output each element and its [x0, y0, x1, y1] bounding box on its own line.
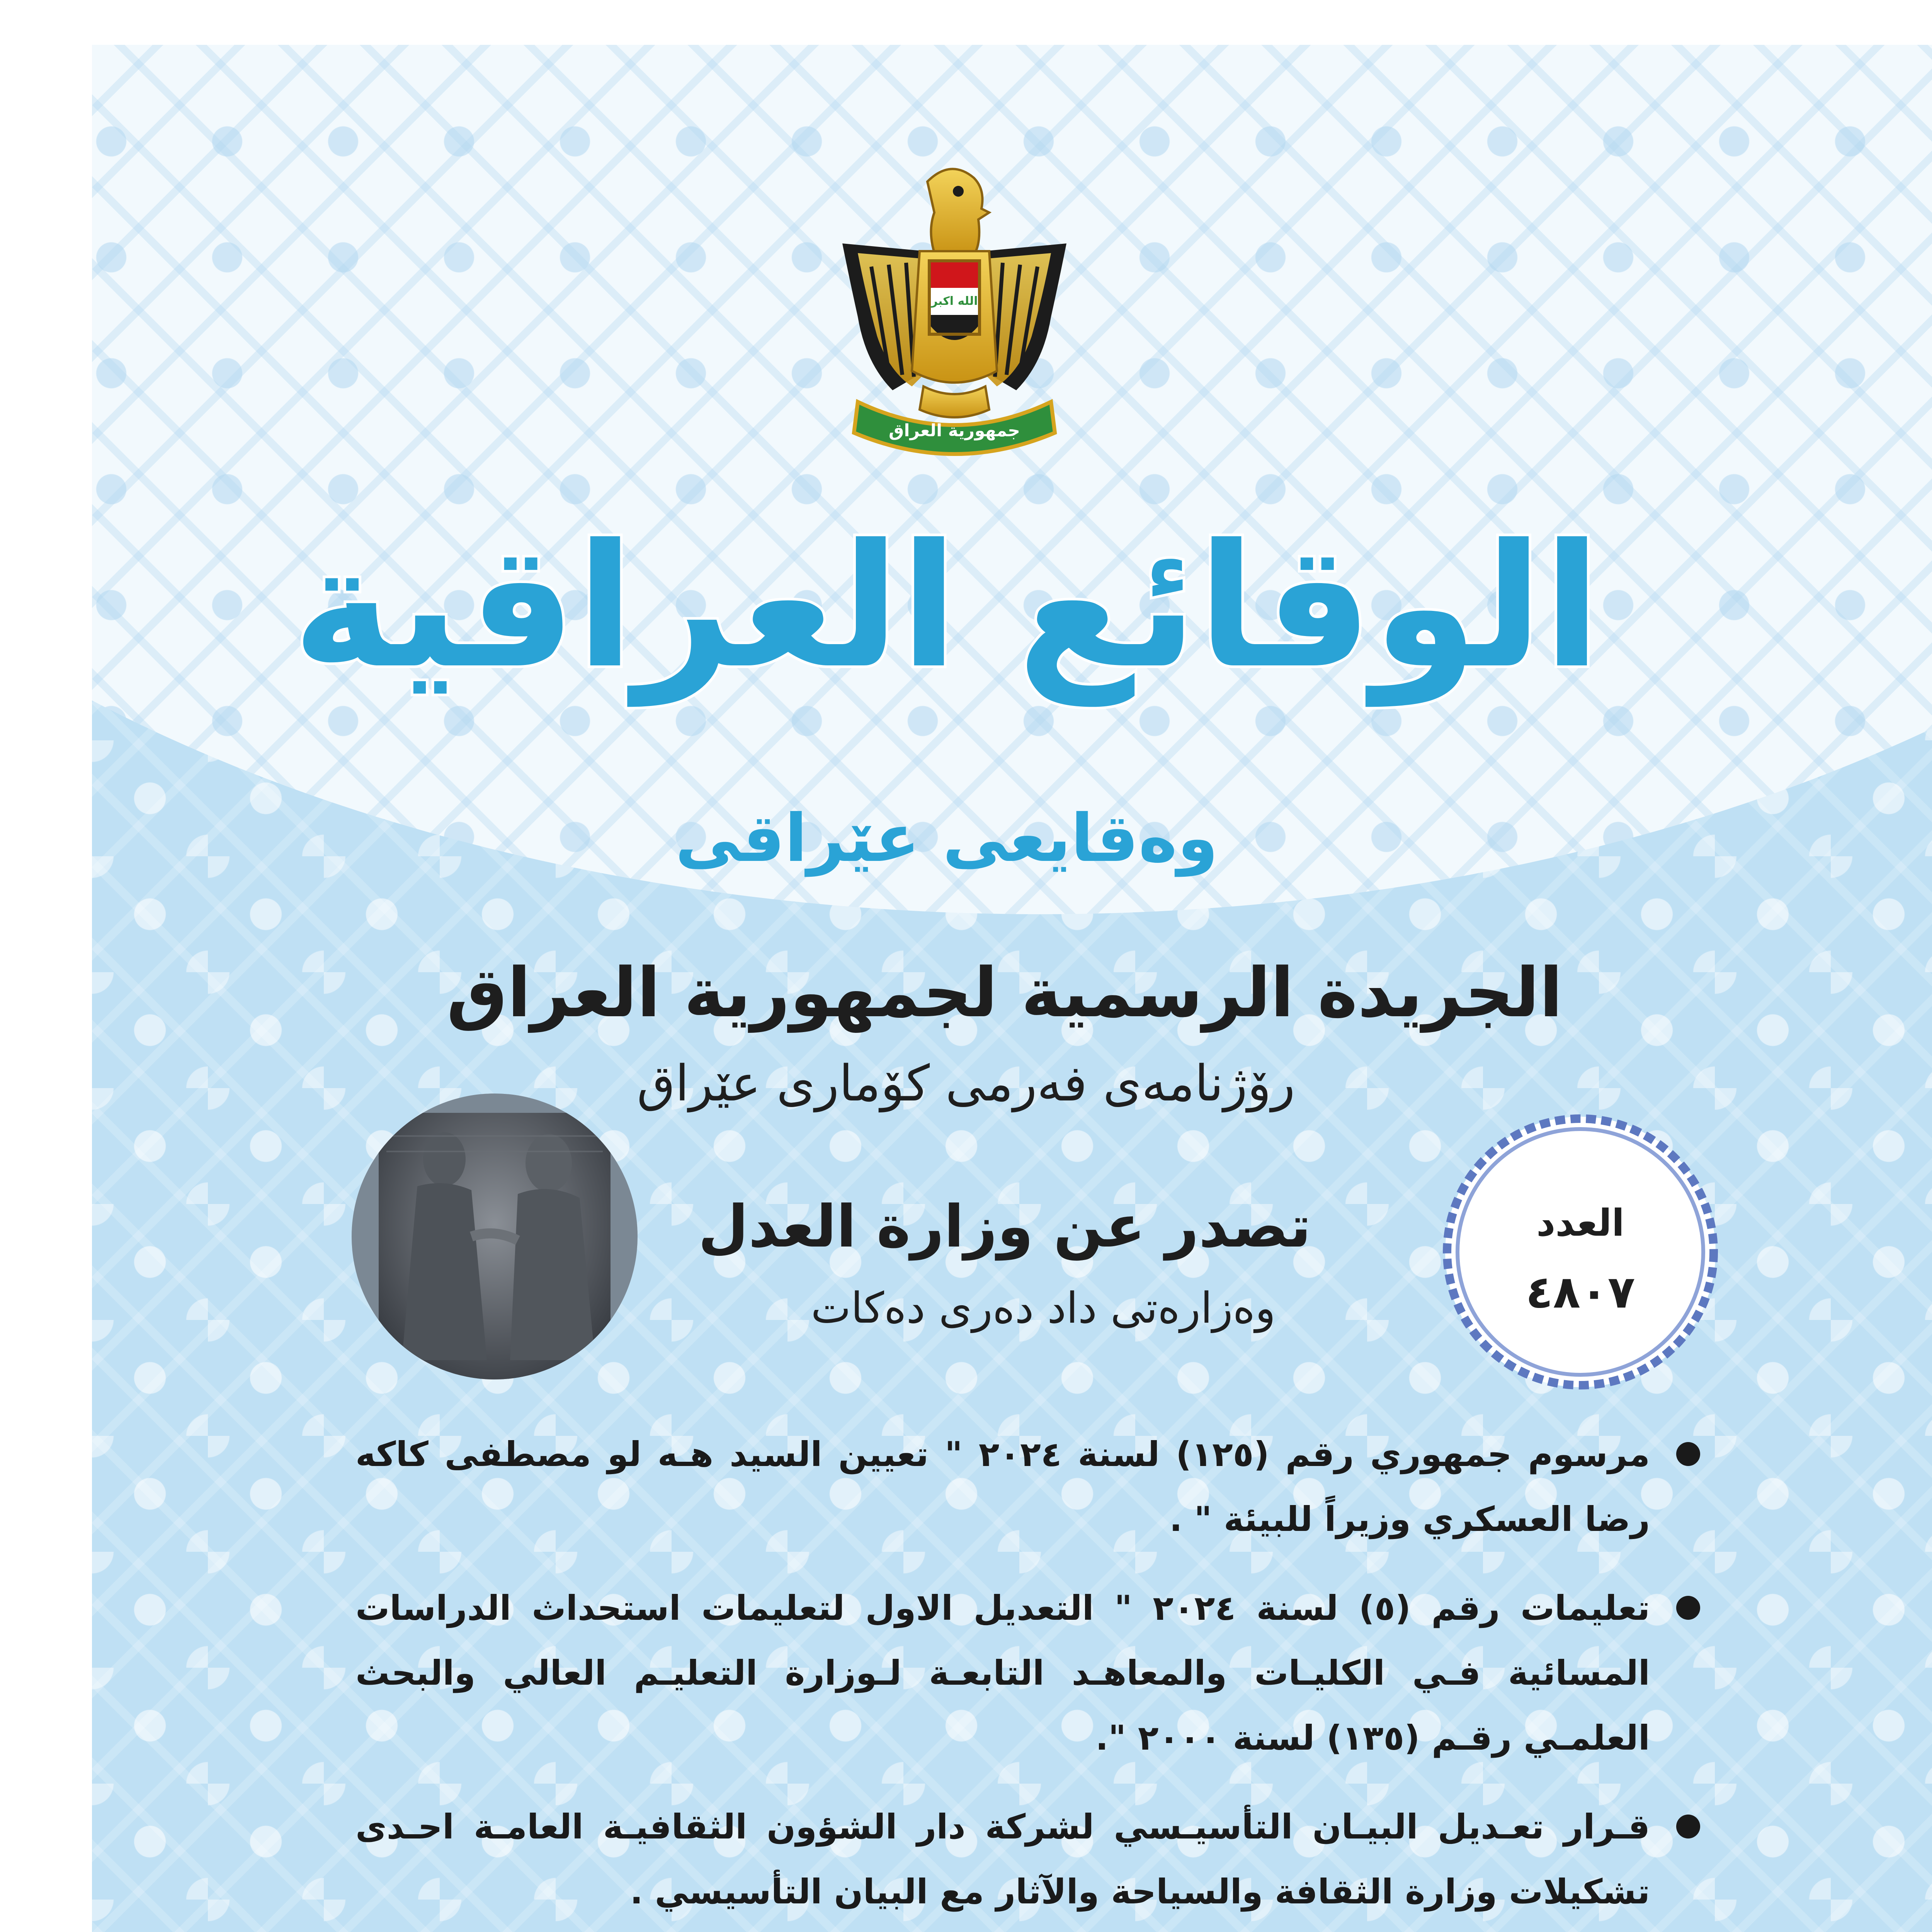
official-gazette-kurdish: رۆژنامەی فەرمی كۆماری عێراق	[637, 1055, 1295, 1112]
issuer-kurdish: وەزارەتی داد دەری دەكات	[811, 1283, 1276, 1333]
issue-seal-number: ٤٨٠٧	[1526, 1266, 1635, 1318]
official-gazette-arabic: الجريدة الرسمية لجمهورية العراق	[446, 953, 1563, 1032]
bullet-icon	[1676, 1815, 1700, 1838]
contents-item-text: تعليمات رقم (٥) لسنة ٢٠٢٤ " التعديل الاول لتعليمات استحداث الدراسات المسائية فـي الكليـات والمعاهـد التابعـة لـوزارة التعليـم العالي والبحث العلمـي رقـم (١٣٥) لسنة ٢٠٠٠ ".	[355, 1588, 1650, 1758]
contents-item	[355, 1794, 1708, 1924]
emblem-scroll-text: جمهورية العراق	[889, 421, 1020, 440]
issuer-arabic: تصدر عن وزارة العدل	[698, 1193, 1311, 1260]
bullet-icon	[1676, 1596, 1700, 1620]
contents-item	[355, 1422, 1708, 1552]
gazette-title-kurdish: وەقایعی عێراقی	[675, 800, 1218, 877]
bullet-icon	[1676, 1442, 1700, 1466]
contents-item-text: قـرار تعـديل البيـان التأسيـسي لشركة دار الشؤون الثقافيـة العامـة احـدى تشكيلات وزارة الثقافة والسياحة والآثار مع البيان التأسيسي .	[355, 1807, 1650, 1912]
issue-seal-label: العدد	[1536, 1201, 1624, 1245]
contents-item-text: مرسوم جمهوري رقم (١٢٥) لسنة ٢٠٢٤ " تعيين السيد هـه لو مصطفى كاكه رضا العسكري وزيراً للبيئة " .	[355, 1434, 1650, 1539]
contents-item	[355, 1576, 1708, 1770]
contents-list	[355, 1422, 1708, 1932]
gazette-title-arabic: الوقائع العراقية	[292, 508, 1601, 706]
emblem-takbir: الله اكبر	[931, 294, 978, 308]
hammurabi-stele-icon	[348, 1090, 641, 1383]
